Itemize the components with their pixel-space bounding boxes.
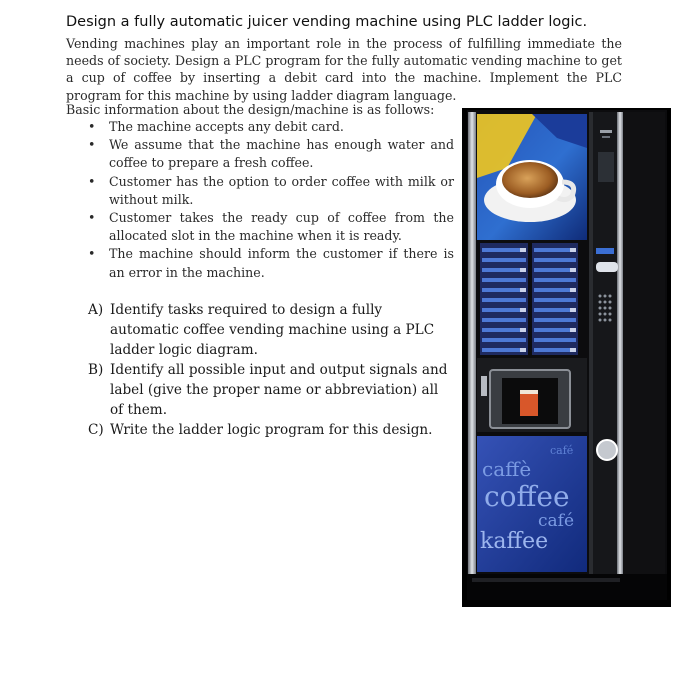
panel-word-kaffee: kaffee [480,529,549,554]
requirement-item: • Customer takes the ready cup of coffee from the allocated slot in the machine when it is ready. [88,210,454,244]
requirements-list [86,118,454,282]
vending-machine-image [462,108,671,607]
panel-word-cafe: café [538,511,575,531]
bullet-icon: • [88,210,96,226]
dispensing-slot [477,358,587,432]
requirement-item: • We assume that the machine has enough water and coffee to prepare a fresh coffee. [88,137,454,171]
question-item-b [88,360,454,420]
coffee-words-panel [477,436,587,572]
question-title: Design a fully automatic juicer vending machine using PLC ladder logic. [66,14,588,30]
display-screen [596,248,614,254]
question-text: Identify all possible input and output signals and label (give the proper name or abbreviation) all of them. [110,362,448,418]
panel-word-caffe: caffè [482,457,532,481]
coffee-cup-photo [477,114,587,240]
panel-word-small: café [550,444,574,457]
basic-info-heading: Basic information about the design/machine is as follows: [66,102,435,117]
question-marker: B) [88,362,104,378]
bullet-icon: • [88,173,96,189]
intro-paragraph: Vending machines play an important role in the process of fulfilling immediate the needs of society. Design a PLC program for the fully automatic vending machine to get a cup of coffee by inserting a debit card into the machine. Implement the PLC program for this machine by using ladder diagram language. [66,36,622,103]
question-marker: C) [88,422,104,438]
requirement-item: • The machine should inform the customer if there is an error in the machine. [88,246,454,280]
requirement-item: • Customer has the option to order coffee with milk or without milk. [88,173,454,207]
bullet-icon: • [88,119,96,134]
questions-list [88,300,454,440]
coin-return-knob [597,440,617,460]
question-item-c [88,420,454,440]
question-item-a [88,300,454,360]
question-marker: A) [88,302,104,318]
question-text: Identify tasks required to design a fully automatic coffee vending machine using a PLC ladder logic diagram. [110,302,435,358]
panel-word-coffee: coffee [484,480,570,513]
bullet-icon: • [88,137,96,153]
question-text: Write the ladder logic program for this design. [110,422,433,438]
requirement-item: • The machine accepts any debit card. [86,118,454,136]
bullet-icon: • [88,246,96,262]
